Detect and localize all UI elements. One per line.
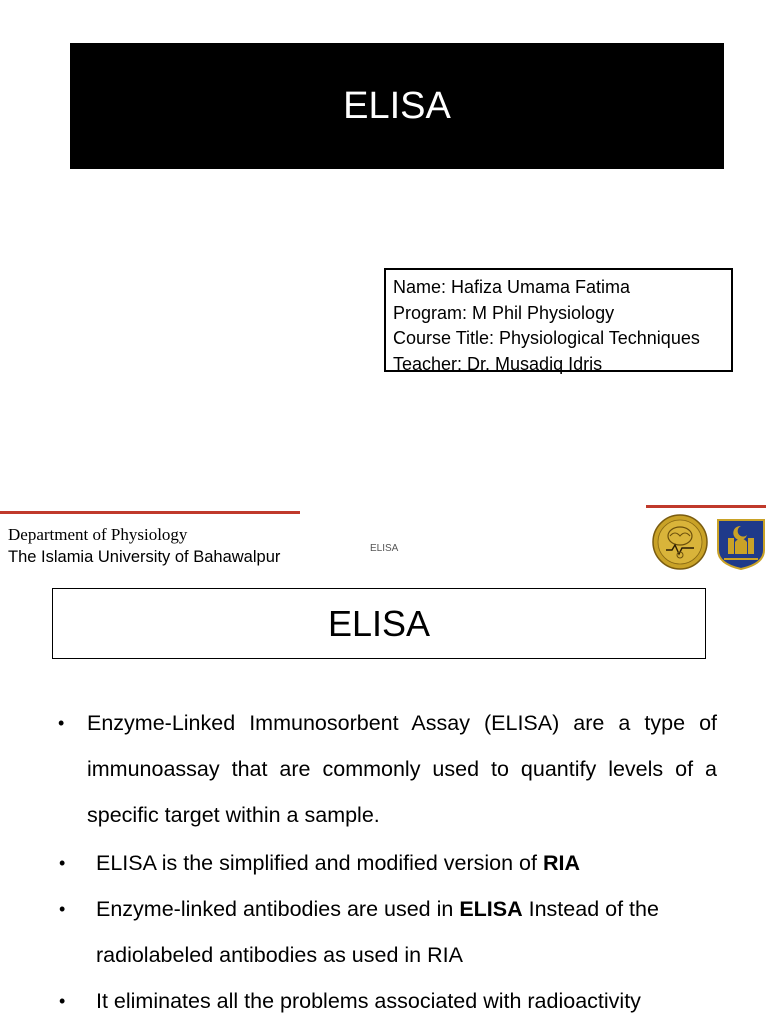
bullet-text: Enzyme-Linked Immunosorbent Assay (ELISA) are a type of immunoassay that are commonly used to quantify levels of a specific target within a sample.	[87, 711, 717, 827]
bullet-dot-icon: •	[59, 899, 66, 919]
slide2-title-box	[52, 588, 706, 659]
bullet-text: Instead of the radiolabeled antibodies as used in RIA	[96, 897, 659, 967]
bullet-text: It eliminates all the problems associated with radioactivity	[96, 989, 641, 1013]
bullet-item	[58, 700, 717, 838]
bullet-dot-icon: •	[59, 991, 66, 1011]
slide2-title: ELISA	[327, 602, 431, 644]
course-title: Course Title: Physiological Techniques	[393, 328, 700, 348]
bullet-bold-text: RIA	[542, 851, 580, 875]
bullet-text: ELISA is the simplified and modified version of	[96, 851, 543, 875]
bullet-dot-icon: •	[58, 713, 65, 733]
slide1-title: ELISA	[343, 84, 451, 127]
bullet-dot-icon: •	[59, 853, 66, 873]
presenter-info-box	[384, 268, 733, 372]
university-name: The Islamia University of Bahawalpur	[8, 548, 281, 566]
presenter-name: Name: Hafiza Umama Fatima	[393, 277, 631, 297]
university-crest-icon	[714, 514, 768, 570]
slide1-title-banner	[70, 43, 724, 169]
bullet-bold-text: ELISA	[459, 897, 523, 921]
physiology-department-logo-icon	[652, 514, 708, 570]
department-name: Department of Physiology	[8, 525, 188, 544]
department-footer	[8, 524, 280, 568]
footer-divider-right	[646, 505, 766, 508]
presenter-program: Program: M Phil Physiology	[393, 302, 615, 323]
footer-divider-left	[0, 511, 300, 514]
bullet-item	[59, 840, 580, 886]
bullet-text: Enzyme-linked antibodies are used in	[96, 897, 460, 921]
bullet-item	[59, 886, 716, 978]
bullet-item	[59, 978, 641, 1024]
teacher-name: Teacher: Dr. Musadiq Idris	[393, 353, 603, 374]
footer-slide-label: ELISA	[370, 543, 399, 554]
